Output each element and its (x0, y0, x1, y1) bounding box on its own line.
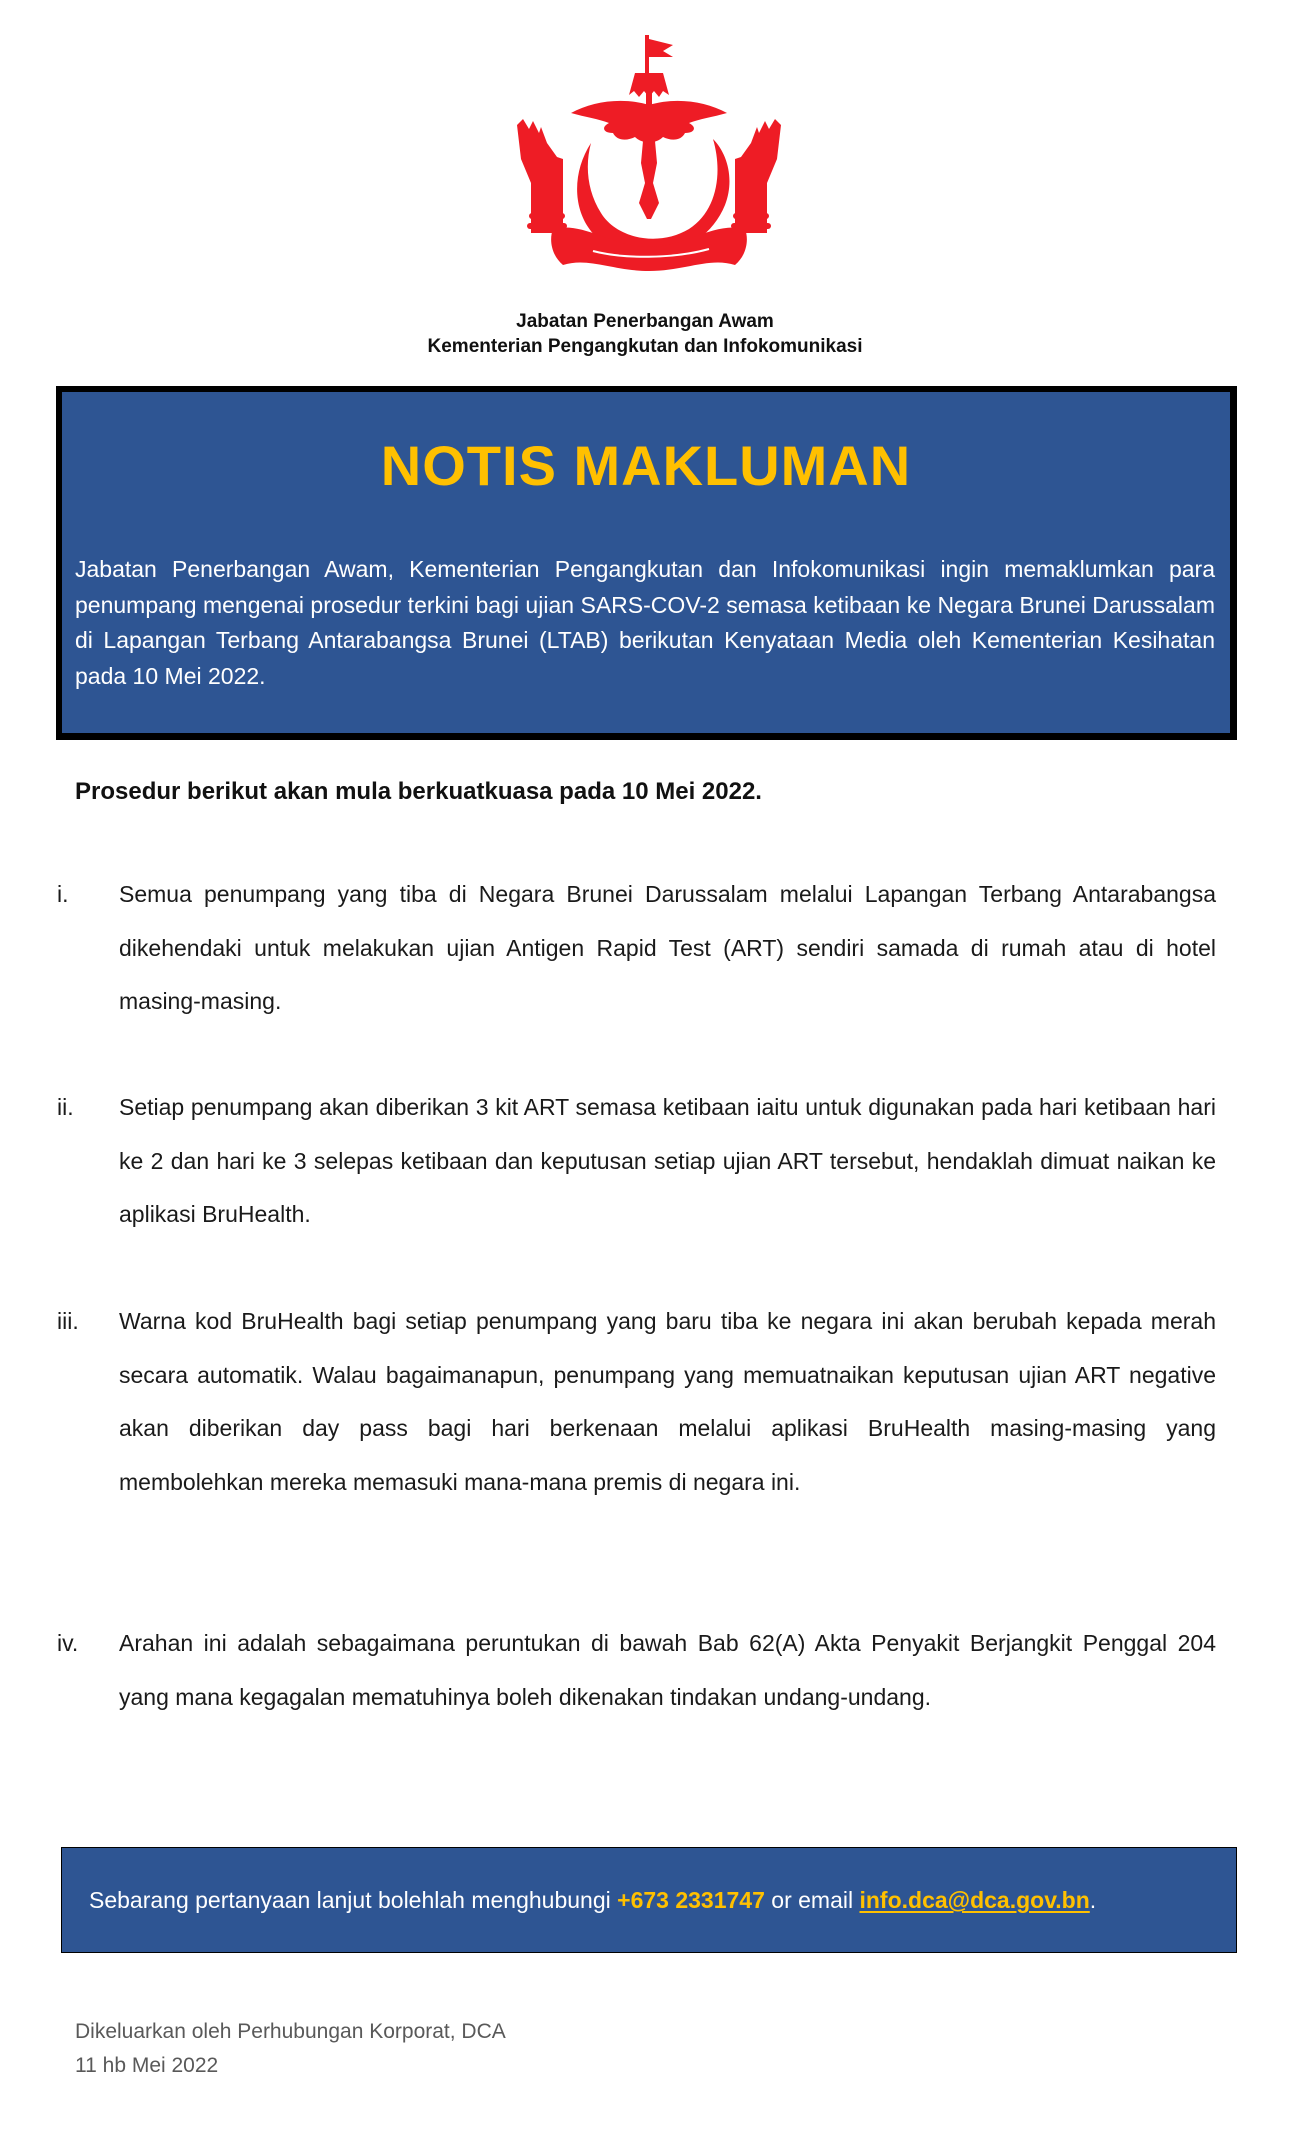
ministry-name: Kementerian Pengangkutan dan Infokomunikasi (427, 336, 863, 357)
contact-line (89, 1885, 1096, 1915)
issue-date: 11 hb Mei 2022 (75, 2054, 219, 2077)
item-text: Warna kod BruHealth bagi setiap penumpang yang baru tiba ke negara ini akan berubah kepada merah secara automatik. Walau bagaimanapun, penumpang yang memuatnaikan keputusan ujian ART negative akan diberikan day pass bagi hari berkenaan melalui aplikasi BruHealth masing-masing yang membolehkan mereka memasuki mana-mana premis di negara ini. (119, 1308, 1216, 1495)
item-number: i. (57, 881, 69, 907)
crest-ribbon (551, 227, 747, 271)
item-number: iii. (57, 1308, 79, 1334)
item-text: Arahan ini adalah sebagaimana peruntukan di bawah Bab 62(A) Akta Penyakit Berjangkit Penggal 204 yang mana kegagalan mematuhinya boleh dikenakan tindakan undang-undang. (119, 1630, 1216, 1710)
item-number: iv. (57, 1630, 79, 1656)
notice-box (56, 386, 1237, 740)
contact-box (61, 1847, 1237, 1953)
contact-prefix: Sebarang pertanyaan lanjut bolehlah menghubungi (89, 1887, 618, 1913)
contact-middle: or email (764, 1887, 860, 1913)
contact-email-link[interactable]: info.dca@dca.gov.bn (859, 1887, 1090, 1913)
crest-wings (571, 101, 727, 142)
notice-title: NOTIS MAKLUMAN (380, 434, 912, 497)
item-number: ii. (57, 1094, 74, 1120)
item-text: Setiap penumpang akan diberikan 3 kit ART semasa ketibaan iaitu untuk digunakan pada hari ketibaan hari ke 2 dan hari ke 3 selepas ketibaan dan keputusan setiap ujian ART tersebut, hendaklah dimuat naikan ke aplikasi BruHealth. (119, 1094, 1216, 1227)
procedure-heading: Prosedur berikut akan mula berkuatkuasa pada 10 Mei 2022. (75, 778, 762, 805)
contact-phone[interactable]: +673 2331747 (617, 1887, 765, 1913)
contact-suffix: . (1089, 1887, 1097, 1913)
footer (75, 2015, 506, 2083)
brunei-crest-logo (513, 33, 785, 273)
notice-body: Jabatan Penerbangan Awam, Kementerian Pengangkutan dan Infokomunikasi ingin memaklumkan para penumpang mengenai prosedur terkini bagi ujian SARS-COV-2 semasa ketibaan ke Negara Brunei Darussalam di Lapangan Terbang Antarabangsa Brunei (LTAB) berikutan Kenyataan Media oleh Kementerian Kesihatan pada 10 Mei 2022. (75, 556, 1215, 689)
crest-flag (649, 39, 673, 57)
item-text: Semua penumpang yang tiba di Negara Brunei Darussalam melalui Lapangan Terbang Antarabangsa dikehendaki untuk melakukan ujian Antigen Rapid Test (ART) sendiri samada di rumah atau di hotel masing-masing. (119, 881, 1216, 1014)
crest-staff (639, 141, 659, 219)
crest-flagpole (645, 35, 649, 75)
issued-by: Dikeluarkan oleh Perhubungan Korporat, DCA (75, 2020, 506, 2043)
department-name: Jabatan Penerbangan Awam (516, 311, 774, 332)
